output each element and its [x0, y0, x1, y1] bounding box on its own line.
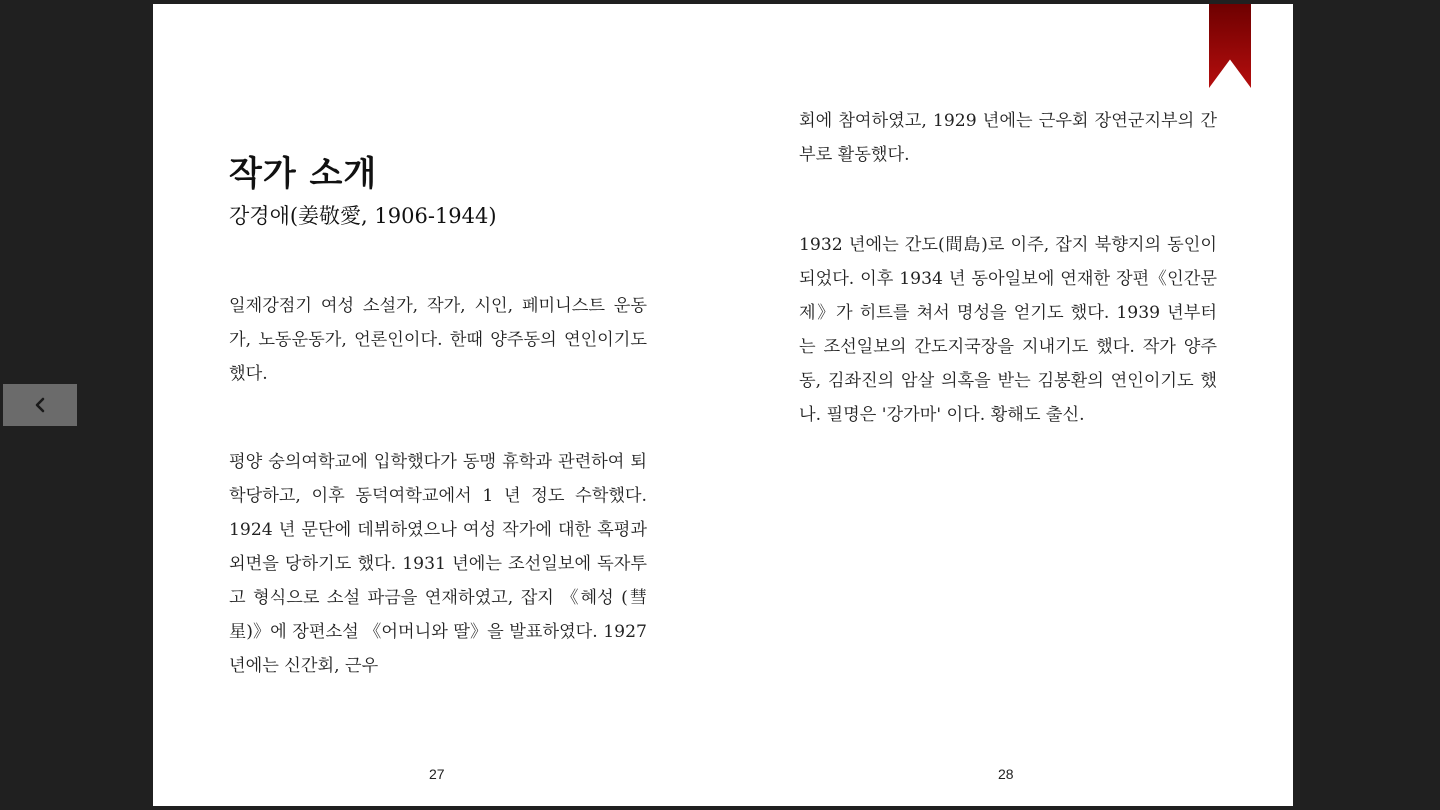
paragraph: 평양 숭의여학교에 입학했다가 동맹 휴학과 관련하여 퇴학당하고, 이후 동덕여학교에서 1 년 정도 수학했다. 1924 년 문단에 데뷔하였으나 여성 작가에 대한 혹평과 외면을 당하기도 했다. 1931 년에는 조선일보에 독자투고 형식으로 소설 파금을 연재하였고, 잡지 《혜성 (彗星)》에 장편소설 《어머니와 딸》을 발표하였다. 1927 년에는 신간회, 근우 [229, 452, 647, 676]
book-spread [153, 4, 1293, 806]
paragraph: 1932 년에는 간도(間島)로 이주, 잡지 북향지의 동인이 되었다. 이후 1934 년 동아일보에 연재한 장편《인간문제》가 히트를 쳐서 명성을 얻기도 했다. 1939 년부터는 조선일보의 간도지국장을 지내기도 했다. 작가 양주동, 김좌진의 암살 의혹을 받는 김봉환의 연인이기도 했나. 필명은 '강가마' 이다. 황해도 출신. [799, 235, 1217, 425]
chevron-left-icon [34, 397, 46, 413]
page-number: 28 [998, 766, 1014, 782]
page-right [723, 4, 1293, 806]
author-name: 강경애(姜敬愛, 1906-1944) [229, 204, 497, 228]
page-number: 27 [429, 766, 445, 782]
page-left [153, 4, 723, 806]
paragraph: 회에 참여하였고, 1929 년에는 근우회 장연군지부의 간부로 활동했다. [799, 111, 1217, 165]
page-title: 작가 소개 [229, 154, 378, 194]
paragraph: 일제강점기 여성 소설가, 작가, 시인, 페미니스트 운동가, 노동운동가, 언론인이다. 한때 양주동의 연인이기도 했다. [229, 296, 647, 384]
prev-page-button[interactable] [3, 384, 77, 426]
